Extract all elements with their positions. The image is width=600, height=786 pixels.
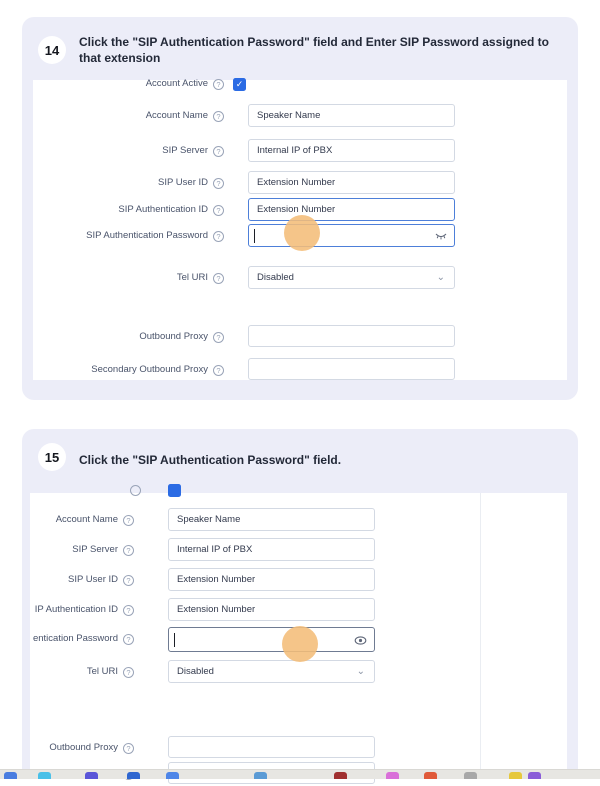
help-icon: ? xyxy=(213,273,224,284)
input-value: Internal IP of PBX xyxy=(177,544,253,555)
step-instruction: Click the "SIP Authentication Password" field and Enter SIP Password assigned to that extension xyxy=(79,35,549,65)
field-label: SIP User ID xyxy=(68,574,118,585)
taskbar-icon[interactable] xyxy=(528,772,541,779)
taskbar-icon[interactable] xyxy=(166,772,179,779)
field-label: Account Active xyxy=(145,78,208,89)
sip-server-input[interactable] xyxy=(248,139,455,162)
text-cursor xyxy=(254,229,255,243)
form-row xyxy=(33,266,567,290)
field-label: Tel URI xyxy=(176,272,208,283)
step-instruction: Click the "SIP Authentication Password" field. xyxy=(79,453,342,467)
field-label: Secondary Outbound Proxy xyxy=(91,364,208,375)
step-number-badge: 15 xyxy=(38,443,66,471)
taskbar-icon[interactable] xyxy=(334,772,347,779)
screenshot-step-14 xyxy=(33,80,567,380)
step-14-card xyxy=(22,17,578,400)
field-label: SIP User ID xyxy=(158,177,208,188)
form-row-account-active xyxy=(33,72,567,96)
taskbar-icon[interactable] xyxy=(4,772,17,779)
chevron-down-icon: ⌄ xyxy=(356,666,365,677)
form-row xyxy=(33,325,567,349)
account-active-checkbox[interactable] xyxy=(233,78,246,91)
input-value: Extension Number xyxy=(257,204,336,215)
sip-auth-password-input[interactable] xyxy=(168,627,375,652)
outbound-proxy-input[interactable] xyxy=(168,736,375,758)
form-row xyxy=(33,358,567,382)
secondary-outbound-proxy-input[interactable] xyxy=(248,358,455,380)
field-label: Account Name xyxy=(145,110,208,121)
taskbar-icon[interactable] xyxy=(38,772,51,779)
field-label: IP Authentication ID xyxy=(34,604,118,615)
sip-server-input[interactable] xyxy=(168,538,375,561)
help-icon: ? xyxy=(213,332,224,343)
chevron-down-icon: ⌄ xyxy=(436,272,445,283)
form-row xyxy=(30,508,567,532)
help-icon: ? xyxy=(213,146,224,157)
sip-auth-id-input[interactable] xyxy=(248,198,455,221)
help-icon: ? xyxy=(213,205,224,216)
taskbar-icon[interactable] xyxy=(424,772,437,779)
sip-auth-password-input[interactable] xyxy=(248,224,455,247)
input-value: Extension Number xyxy=(177,604,256,615)
eye-closed-icon[interactable] xyxy=(435,231,447,241)
tel-uri-select[interactable] xyxy=(248,266,455,289)
sip-user-id-input[interactable] xyxy=(248,171,455,194)
field-label: SIP Server xyxy=(162,145,208,156)
field-label: Tel URI xyxy=(86,666,118,677)
field-label: SIP Server xyxy=(72,544,118,555)
screenshot-step-15 xyxy=(30,493,567,770)
form-row xyxy=(30,598,567,622)
field-label: Outbound Proxy xyxy=(49,742,118,753)
form-row xyxy=(30,538,567,562)
field-label: entication Password xyxy=(32,633,118,644)
account-name-input[interactable] xyxy=(168,508,375,531)
help-icon: ? xyxy=(123,634,134,645)
step-15-card xyxy=(22,429,578,779)
help-icon: ? xyxy=(123,515,134,526)
help-icon: ? xyxy=(213,79,224,90)
input-value: Internal IP of PBX xyxy=(257,145,333,156)
taskbar-icon[interactable] xyxy=(85,772,98,779)
field-label: SIP Authentication Password xyxy=(86,230,208,241)
select-value: Disabled xyxy=(257,272,294,283)
check-icon: ✓ xyxy=(235,79,244,89)
help-icon: ? xyxy=(123,743,134,754)
taskbar-icon[interactable] xyxy=(254,772,267,779)
form-row xyxy=(30,736,567,760)
form-row xyxy=(33,104,567,128)
field-label: Account Name xyxy=(55,514,118,525)
taskbar-icon[interactable] xyxy=(127,772,140,779)
help-icon: ? xyxy=(213,178,224,189)
input-value: Speaker Name xyxy=(177,514,241,525)
form-row xyxy=(30,568,567,592)
help-icon: ? xyxy=(213,231,224,242)
help-icon xyxy=(130,485,141,496)
select-value: Disabled xyxy=(177,666,214,677)
field-label: Outbound Proxy xyxy=(139,331,208,342)
text-cursor xyxy=(174,633,175,647)
help-icon: ? xyxy=(123,545,134,556)
taskbar-icon[interactable] xyxy=(386,772,399,779)
taskbar-icon[interactable] xyxy=(509,772,522,779)
help-icon: ? xyxy=(123,667,134,678)
form-row xyxy=(33,171,567,195)
click-indicator xyxy=(282,626,318,662)
input-value: Speaker Name xyxy=(257,110,321,121)
account-name-input[interactable] xyxy=(248,104,455,127)
click-indicator xyxy=(284,215,320,251)
taskbar xyxy=(0,769,600,779)
field-label: SIP Authentication ID xyxy=(118,204,208,215)
account-active-checkbox[interactable] xyxy=(168,484,181,497)
input-value: Extension Number xyxy=(257,177,336,188)
form-row xyxy=(33,139,567,163)
help-icon: ? xyxy=(123,605,134,616)
sip-user-id-input[interactable] xyxy=(168,568,375,591)
form-row xyxy=(30,660,567,684)
help-icon: ? xyxy=(213,111,224,122)
help-icon: ? xyxy=(123,575,134,586)
sip-auth-id-input[interactable] xyxy=(168,598,375,621)
eye-open-icon[interactable] xyxy=(354,636,367,645)
input-value: Extension Number xyxy=(177,574,256,585)
tel-uri-select[interactable] xyxy=(168,660,375,683)
taskbar-icon[interactable] xyxy=(464,772,477,779)
step-number-badge: 14 xyxy=(38,36,66,64)
help-icon: ? xyxy=(213,365,224,376)
outbound-proxy-input[interactable] xyxy=(248,325,455,347)
